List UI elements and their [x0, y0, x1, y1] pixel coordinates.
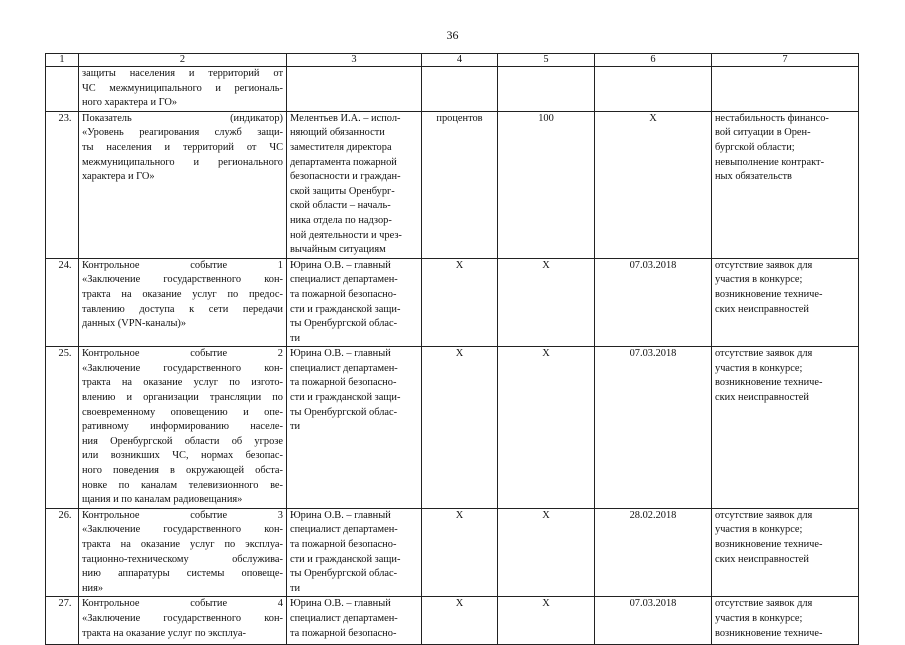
unit-cell-text: процентов	[436, 112, 483, 124]
description-cell-line: Контрольное событие 2	[82, 348, 283, 360]
responsible-cell-line: Юрина О.В. – главный	[290, 348, 391, 360]
description-cell-line: ного характера и ГО»	[82, 97, 178, 109]
description-cell-line: ты населения и территорий от ЧС	[82, 141, 283, 153]
table-row	[46, 597, 859, 645]
row-number-cell	[46, 597, 79, 645]
description-cell-line: ЧС межмуниципального и региональ-	[82, 82, 283, 94]
risks-cell-line: участия в конкурсе;	[715, 362, 803, 374]
row-number-cell-text: 27.	[58, 598, 72, 610]
header-cell: 5	[498, 54, 595, 67]
description-cell-line: «Уровень реагирования служб защи-	[82, 127, 283, 139]
row-number-cell-text: 23.	[58, 112, 72, 124]
responsible-cell-line: ника отдела по надзор-	[290, 214, 392, 226]
responsible-cell-line: та пожарной безопасно-	[290, 539, 397, 550]
responsible-cell	[287, 597, 422, 645]
header-cell: 3	[287, 54, 422, 67]
responsible-cell-line: ти	[290, 582, 301, 594]
row-number-cell-text: 25.	[58, 348, 72, 360]
risks-cell-line: возникновение техниче-	[715, 539, 823, 550]
row-number-cell	[46, 347, 79, 509]
date-cell-text: 28.02.2018	[629, 509, 677, 521]
risks-cell-line: невыполнение контракт-	[715, 156, 825, 168]
responsible-cell-line: ты Оренбургской облас-	[290, 406, 398, 418]
date-cell	[595, 597, 712, 645]
risks-cell-line: отсутствие заявок для	[715, 259, 813, 271]
responsible-cell-line: сти и гражданской защи-	[290, 303, 401, 315]
responsible-cell-line: ты Оренбургской облас-	[290, 318, 398, 330]
responsible-cell-line: специалист департамен-	[290, 274, 398, 286]
table-row	[46, 258, 859, 347]
risks-cell-line: ских неисправностей	[715, 303, 809, 315]
date-cell	[595, 258, 712, 347]
header-cell: 2	[79, 54, 287, 67]
date-cell	[595, 347, 712, 509]
description-cell-line: Показатель (индикатор)	[82, 112, 283, 124]
date-cell	[595, 111, 712, 258]
responsible-cell-line: Юрина О.В. – главный	[290, 509, 391, 521]
responsible-cell	[287, 258, 422, 347]
risks-cell-line: отсутствие заявок для	[715, 348, 813, 360]
risks-cell-line: участия в конкурсе;	[715, 274, 803, 286]
responsible-cell-line: няющий обязанности	[290, 127, 385, 139]
description-cell-line: новке по каналам телевизионного ве-	[82, 479, 283, 491]
date-cell-text: 07.03.2018	[629, 598, 677, 610]
description-cell-line: тракта на оказание услуг по эксплуа-	[82, 627, 246, 639]
responsible-cell-line: сти и гражданской защи-	[290, 553, 401, 565]
responsible-cell	[287, 67, 422, 112]
responsible-cell-line: ной деятельности и чрез-	[290, 229, 402, 241]
unit-cell	[422, 347, 498, 509]
responsible-cell-line: ты Оренбургской облас-	[290, 568, 398, 580]
value-cell-text: 100	[538, 112, 554, 124]
description-cell-line: или возникших ЧС, нормах безопас-	[82, 450, 283, 462]
description-cell-line: Контрольное событие 1	[82, 259, 283, 271]
table-row	[46, 508, 859, 597]
responsible-cell-line: Юрина О.В. – главный	[290, 598, 391, 610]
unit-cell	[422, 508, 498, 597]
responsible-cell-line: ской области – началь-	[290, 200, 391, 212]
risks-cell	[712, 347, 859, 509]
unit-cell-text: X	[455, 509, 464, 521]
risks-cell-line: ских неисправностей	[715, 553, 809, 565]
responsible-cell-line: специалист департамен-	[290, 612, 398, 624]
control-events-table	[45, 53, 859, 645]
date-cell-text: 07.03.2018	[629, 348, 677, 360]
description-cell-line: межмуниципального и регионального	[82, 156, 283, 168]
responsible-cell-line: та пожарной безопасно-	[290, 627, 397, 639]
responsible-cell-line: безопасности и граждан-	[290, 171, 401, 183]
description-cell-line: Контрольное событие 3	[82, 509, 283, 521]
risks-cell-line: отсутствие заявок для	[715, 598, 813, 610]
responsible-cell-line: вычайным ситуациям	[290, 244, 386, 256]
responsible-cell-line: специалист департамен-	[290, 524, 398, 536]
date-cell-text: 07.03.2018	[629, 259, 677, 271]
value-cell	[498, 258, 595, 347]
description-cell-line: ративному информированию населе-	[82, 421, 283, 433]
responsible-cell-line: та пожарной безопасно-	[290, 288, 397, 300]
description-cell-line: ния Оренбургской области об угрозе	[82, 435, 283, 447]
risks-cell-line: возникновение техниче-	[715, 288, 823, 300]
responsible-cell	[287, 508, 422, 597]
description-cell	[79, 597, 287, 645]
row-number-cell-text: 26.	[58, 509, 72, 521]
responsible-cell-line: заместителя директора	[290, 141, 392, 153]
description-cell-line: «Заключение государственного кон-	[82, 524, 283, 536]
unit-cell-text: X	[455, 598, 464, 610]
unit-cell	[422, 258, 498, 347]
row-number-cell-text: 24.	[58, 259, 72, 271]
risks-cell-line: бургской области;	[715, 141, 795, 153]
unit-cell-text: X	[455, 259, 464, 271]
responsible-cell-line: сти и гражданской защи-	[290, 392, 401, 404]
unit-cell-text: X	[455, 348, 464, 360]
table-row	[46, 111, 859, 258]
table-row	[46, 67, 859, 112]
description-cell-line: ного поведения в окружающей обста-	[82, 465, 283, 477]
responsible-cell-line: Мелентьев И.А. – испол-	[290, 112, 401, 124]
risks-cell	[712, 67, 859, 112]
header-cell: 4	[422, 54, 498, 67]
responsible-cell-line: ской защиты Оренбург-	[290, 185, 395, 197]
description-cell-line: характера и ГО»	[82, 171, 155, 183]
risks-cell-line: вой ситуации в Орен-	[715, 127, 811, 139]
responsible-cell-line: та пожарной безопасно-	[290, 377, 397, 389]
responsible-cell-line: специалист департамен-	[290, 362, 398, 374]
risks-cell-line: возникновение техниче-	[715, 377, 823, 389]
description-cell-line: тавлению доступа к сети передачи	[82, 303, 283, 315]
description-cell-line: Контрольное событие 4	[82, 598, 283, 610]
header-cell: 6	[595, 54, 712, 67]
description-cell	[79, 347, 287, 509]
risks-cell-line: ских неисправностей	[715, 392, 809, 404]
value-cell-text: X	[542, 509, 550, 521]
unit-cell	[422, 597, 498, 645]
responsible-cell-line: ти	[290, 421, 301, 433]
description-cell	[79, 67, 287, 112]
description-cell-line: ния»	[82, 582, 104, 594]
row-number-cell	[46, 67, 79, 112]
description-cell-line: защиты населения и территорий от	[82, 68, 283, 79]
responsible-cell-line: Юрина О.В. – главный	[290, 259, 391, 271]
row-number-cell	[46, 508, 79, 597]
risks-cell-line: участия в конкурсе;	[715, 524, 803, 536]
value-cell	[498, 67, 595, 112]
risks-cell	[712, 508, 859, 597]
table-header-row	[46, 54, 859, 67]
header-cell: 7	[712, 54, 859, 67]
description-cell-line: тракта на оказание услуг по эксплуа-	[82, 539, 283, 550]
risks-cell-line: участия в конкурсе;	[715, 612, 803, 624]
description-cell-line: «Заключение государственного кон-	[82, 612, 283, 624]
description-cell	[79, 508, 287, 597]
description-cell-line: тракта на оказание услуг по изгото-	[82, 377, 283, 389]
date-cell-text: X	[649, 112, 657, 124]
description-cell	[79, 111, 287, 258]
page-number: 36	[446, 28, 459, 42]
row-number-cell	[46, 111, 79, 258]
description-cell-line: «Заключение государственного кон-	[82, 362, 283, 374]
value-cell-text: X	[542, 598, 550, 610]
description-cell-line: влению и организации трансляции по	[82, 392, 283, 404]
description-cell-line: тационно-техническому обслужива-	[82, 553, 283, 565]
description-cell-line: данных (VPN-каналы)»	[82, 318, 187, 330]
date-cell	[595, 67, 712, 112]
risks-cell-line: ных обязательств	[715, 171, 792, 183]
header-cell: 1	[46, 54, 79, 67]
value-cell-text: X	[542, 259, 550, 271]
value-cell	[498, 347, 595, 509]
risks-cell-line: отсутствие заявок для	[715, 509, 813, 521]
description-cell-line: щания и по каналам радиовещания»	[82, 494, 243, 506]
value-cell	[498, 597, 595, 645]
description-cell-line: «Заключение государственного кон-	[82, 274, 283, 286]
description-cell-line: своевременному оповещению и опе-	[82, 406, 283, 418]
responsible-cell	[287, 111, 422, 258]
description-cell-line: нию аппаратуры системы оповеще-	[82, 568, 283, 580]
risks-cell	[712, 258, 859, 347]
row-number-cell	[46, 258, 79, 347]
value-cell	[498, 111, 595, 258]
unit-cell	[422, 111, 498, 258]
risks-cell	[712, 111, 859, 258]
responsible-cell-line: ти	[290, 332, 301, 344]
value-cell	[498, 508, 595, 597]
risks-cell-line: нестабильность финансо-	[715, 112, 829, 124]
responsible-cell-line: департамента пожарной	[290, 156, 397, 168]
description-cell-line: тракта на оказание услуг по предос-	[82, 288, 283, 300]
unit-cell	[422, 67, 498, 112]
value-cell-text: X	[542, 348, 550, 360]
responsible-cell	[287, 347, 422, 509]
risks-cell	[712, 597, 859, 645]
table-row	[46, 347, 859, 509]
risks-cell-line: возникновение техниче-	[715, 627, 823, 639]
date-cell	[595, 508, 712, 597]
description-cell	[79, 258, 287, 347]
